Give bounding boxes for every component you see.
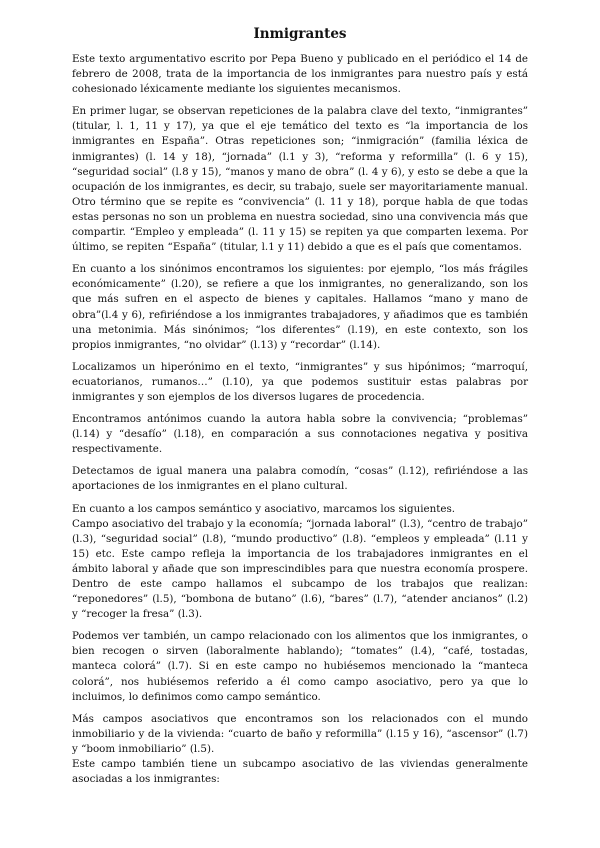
paragraph-campo-trabajo: Campo asociativo del trabajo y la economía; “jornada laboral” (l.3), “centro de trabajo” (l.3), “seguridad social” (l.8), “mundo productivo” (l.8). “empleos y empleada” (l.11 y 15) etc. Este campo refleja la importancia de los trabajadores inmigrantes en el ámbito laboral y añade que son imprescindibles para que nuestra economía prospere. Dentro de este campo hallamos el subcampo de los trabajos que realizan: “reponedores” (l.5), “bombona de butano” (l.6), “bares” (l.7), “atender ancianos” (l.2) y “recoger la fresa” (l.3). [72, 517, 528, 621]
paragraph-repeticiones: En primer lugar, se observan repeticiones de la palabra clave del texto, “inmigrantes” (titular, l. 1, 11 y 17), ya que el eje temático del texto es “la importancia de los inmigrantes en España”. Otras repeticiones son; “inmigración” (familia léxica de inmigrantes) (l. 14 y 18), “jornada” (l.1 y 3), “reforma y reformilla” (l. 6 y 15), “seguridad social” (l.8 y 15), “manos y mano de obra” (l. 4 y 6), y esto se debe a que la ocupación de los inmigrantes, es decir, su trabajo, suele ser mayoritariamente manual. Otro término que se repite es “convivencia” (l. 11 y 18), porque habla de que todas estas personas no son un problema en nuestra sociedad, sino una convivencia más que compartir. “Empleo y empleada” (l. 11 y 15) se repiten ya que comparten lexema. Por último, se repiten “España” (titular, l.1 y 11) debido a que es el país que comentamos. [72, 105, 528, 254]
paragraph-sinonimos: En cuanto a los sinónimos encontramos los siguientes: por ejemplo, “los más frágiles económicamente” (l.20), se refiere a que los inmigrantes, no generalizando, son los que más sufren en el aspecto de bienes y capitales. Hallamos “mano y mano de obra”(l.4 y 6), refiriéndose a los inmigrantes trabajadores, y añadimos que es también una metonimia. Más sinónimos; “los diferentes” (l.19), en este contexto, son los propios inmigrantes, “no olvidar” (l.13) y “recordar” (l.14). [72, 263, 528, 351]
paragraph-subcampo-viviendas: Este campo también tiene un subcampo asociativo de las viviendas generalmente asociadas a los inmigrantes: [72, 758, 528, 786]
paragraph-antonimos: Encontramos antónimos cuando la autora habla sobre la convivencia; “problemas” (l.14) y “desafío” (l.18), en comparación a sus connotaciones negativa y positiva respectivamente. [72, 413, 528, 456]
paragraph-campos-intro: En cuanto a los campos semántico y asociativo, marcamos los siguientes. [72, 502, 456, 515]
paragraph-hiperonimo: Localizamos un hiperónimo en el texto, “inmigrantes” y sus hipónimos; “marroquí, ecuatorianos, rumanos…” (l.10), ya que podemos sustituir estas palabras por inmigrantes y son ejemplos de los diversos lugares de procedencia. [72, 360, 528, 403]
document-title: Inmigrantes [253, 26, 347, 42]
paragraph-campo-alimentos: Podemos ver también, un campo relacionado con los alimentos que los inmigrantes, o bien recogen o sirven (laboralmente hablando); “tomates” (l.4), “café, tostadas, manteca colorá” (l.7). Si en este campo no hubiésemos mencionado la “manteca colorá”, nos hubiésemos referido a él como campo asociativo, pero ya que lo incluimos, lo definimos como campo semántico. [72, 630, 528, 703]
paragraph-comodin: Detectamos de igual manera una palabra comodín, “cosas” (l.12), refiriéndose a las aportaciones de los inmigrantes en el plano cultural. [72, 465, 528, 493]
paragraph-intro: Este texto argumentativo escrito por Pepa Bueno y publicado en el periódico el 14 de febrero de 2008, trata de la importancia de los inmigrantes para nuestro país y está cohesionado léxicamente mediante los siguientes mecanismos. [72, 53, 528, 96]
paragraph-campo-inmobiliario: Más campos asociativos que encontramos son los relacionados con el mundo inmobiliario y de la vivienda: “cuarto de baño y reformilla” (l.15 y 16), “ascensor” (l.7) y “boom inmobiliario” (l.5). [72, 712, 528, 755]
